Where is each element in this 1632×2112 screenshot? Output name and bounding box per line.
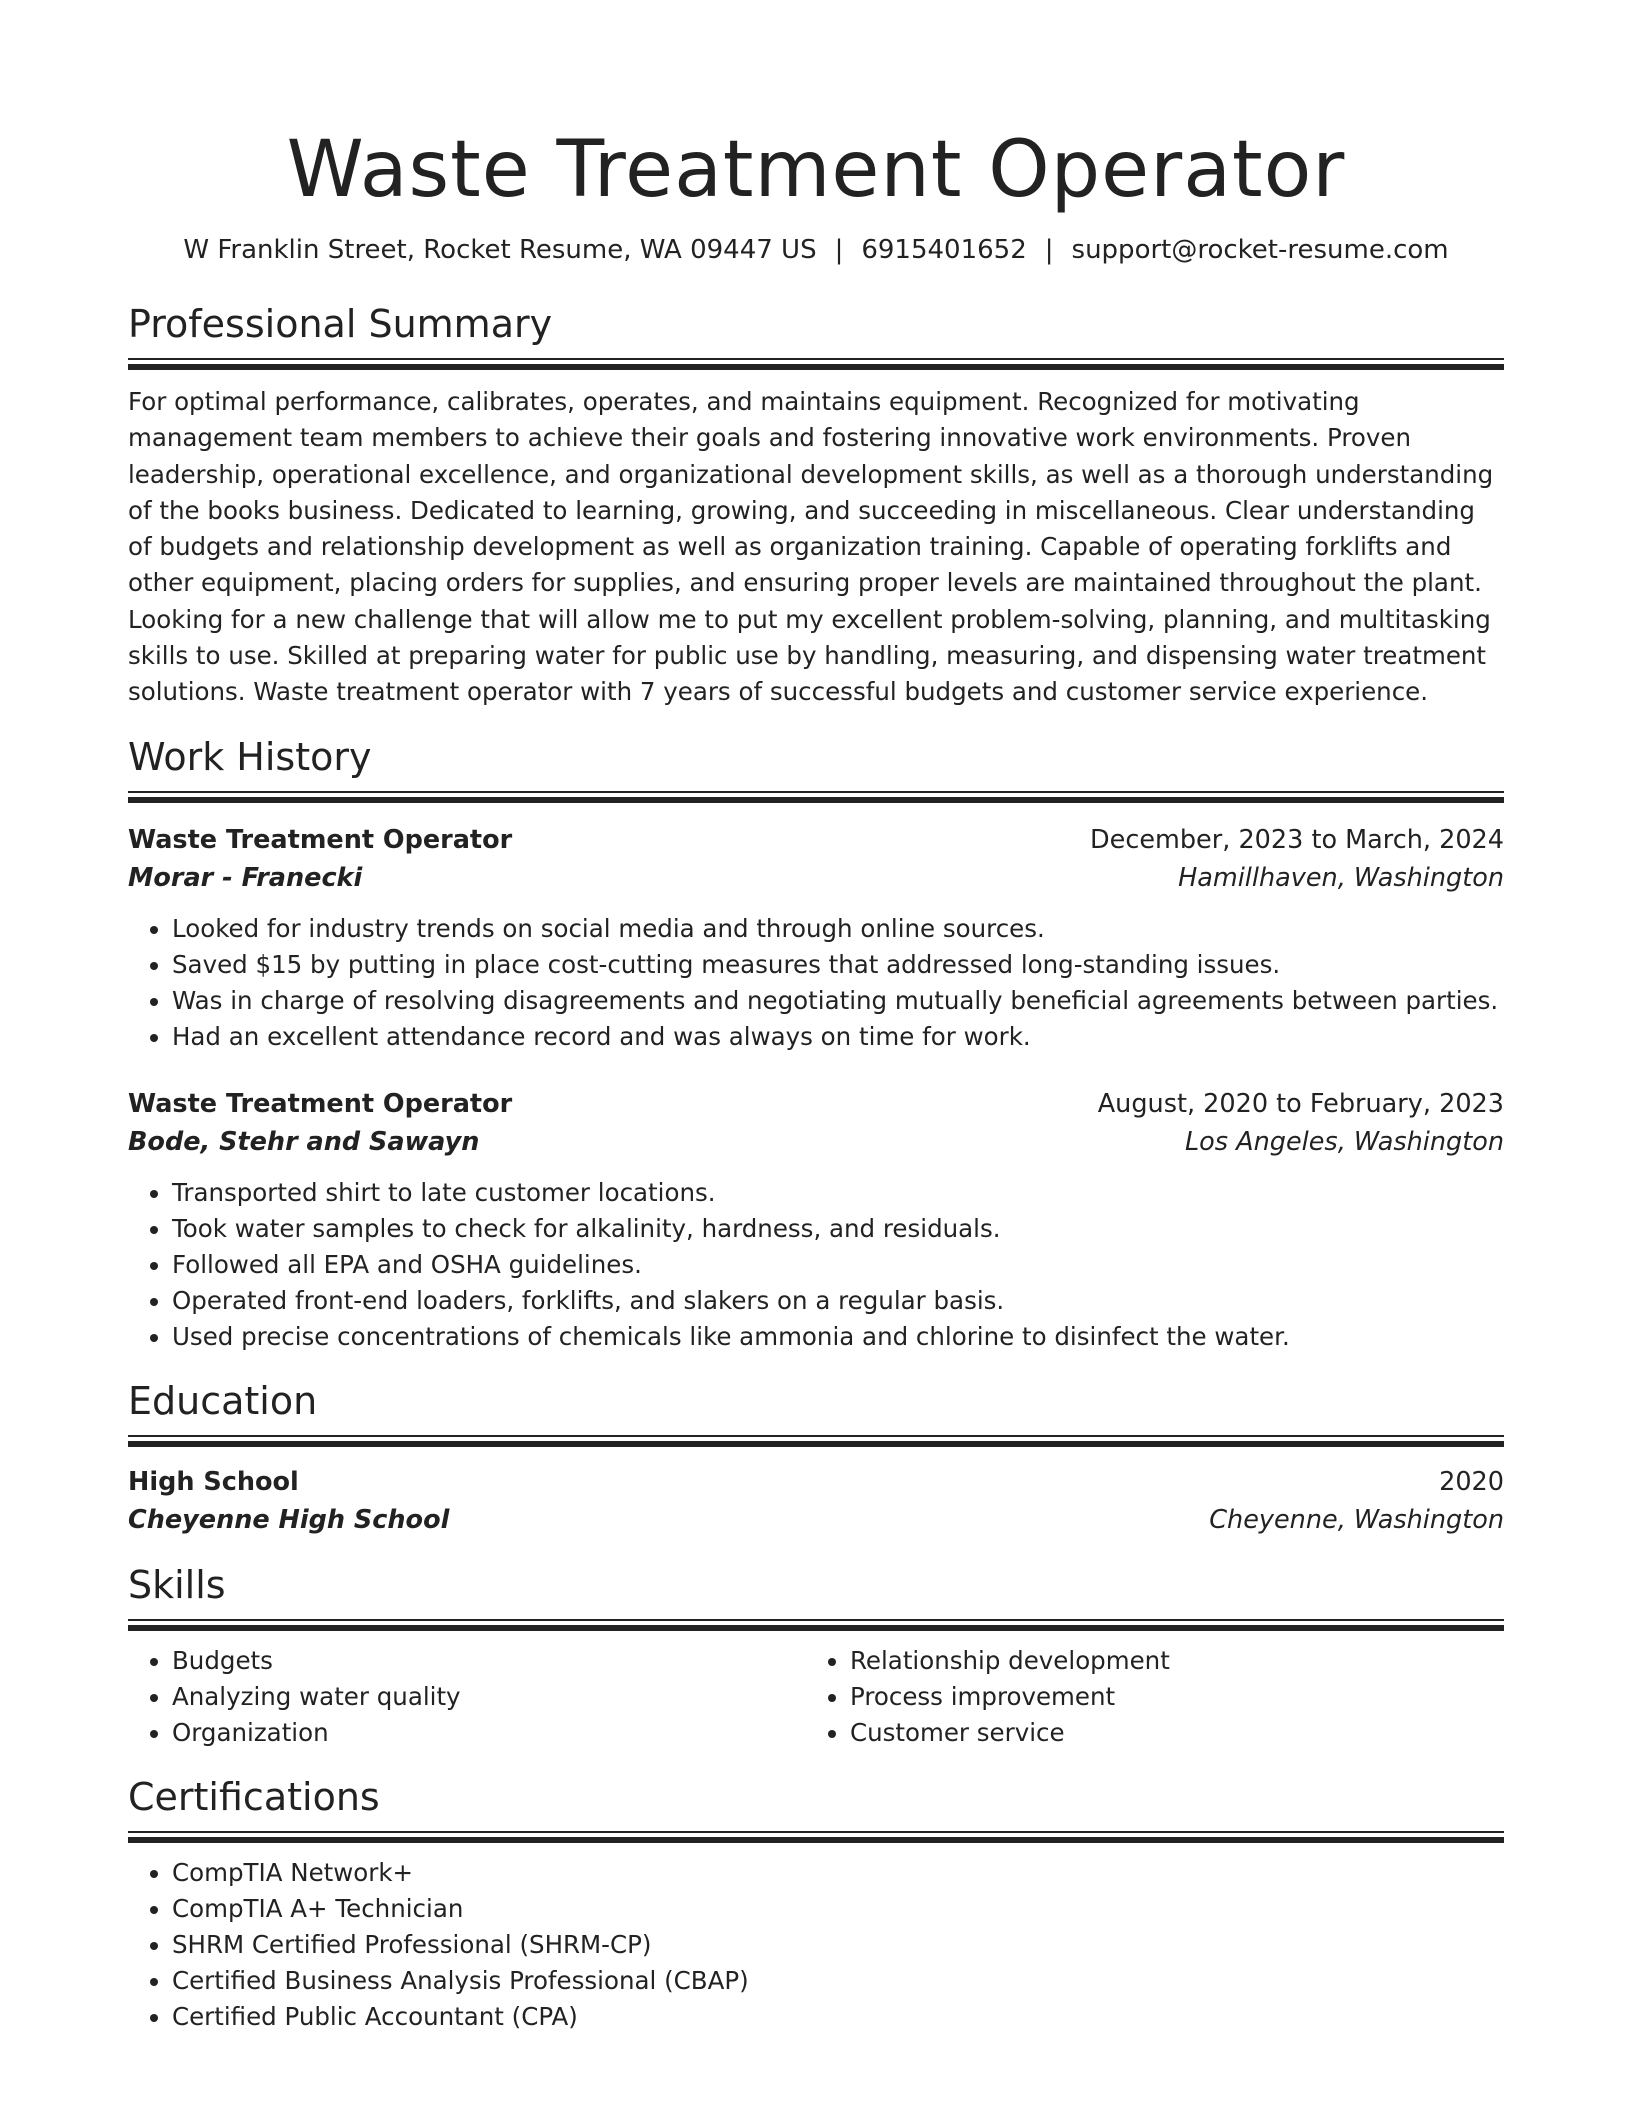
job-header-row [128,1085,1504,1123]
job-company-row [128,1123,1504,1161]
list-item: • Followed all EPA and OSHA guidelines. [172,1247,1504,1283]
section-title: Certifications [128,1774,380,1819]
list-item: • Used precise concentrations of chemicals like ammonia and chlorine to disinfect the water. [172,1319,1504,1355]
skills-list-left [128,1643,806,1751]
education-header-row [128,1463,1504,1501]
summary-text: For optimal performance, calibrates, operates, and maintains equipment. Recognized for motivating management team members to achieve their goals and fostering innovative work environments. Proven leadership, operational excellence, and organizational development skills, as well as a thorough understanding of the books business. Dedicated to learning, growing, and succeeding in miscellaneous. Clear understanding of budgets and relationship development as well as organization training. Capable of operating forklifts and other equipment, placing orders for supplies, and ensuring proper levels are maintained throughout the plant. Looking for a new challenge that will allow me to put my excellent problem-solving, planning, and multitasking skills to use. Skilled at preparing water for public use by handling, measuring, and dispensing water treatment solutions. Waste treatment operator with 7 years of successful budgets and customer service experience. [128,387,1494,707]
section-title: Skills [128,1562,226,1607]
skills-section [128,1561,1504,1751]
education-year: 2020 [1439,1466,1504,1497]
skills-list-right [806,1643,1484,1751]
list-item: • Organization [172,1715,806,1751]
list-item: • SHRM Certified Professional (SHRM-CP) [172,1927,1504,1963]
list-item: • Operated front-end loaders, forklifts, and slakers on a regular basis. [172,1283,1504,1319]
job-title: Waste Treatment Operator [128,824,513,855]
education-location: Cheyenne, Washington [1209,1504,1504,1535]
resume-page [128,0,1504,2035]
job-dates: December, 2023 to March, 2024 [1090,824,1504,855]
list-item: • Budgets [172,1643,806,1679]
education-degree: High School [128,1466,299,1497]
list-item: • Saved $15 by putting in place cost-cutting measures that addressed long-standing issues. [172,947,1504,983]
contact-separator: | [834,235,844,265]
certifications-section [128,1773,1504,2035]
section-divider [128,1435,1504,1447]
list-item: • Analyzing water quality [172,1679,806,1715]
section-divider [128,1831,1504,1843]
section-title: Education [128,1378,318,1423]
section-divider [128,791,1504,803]
list-item: • Took water samples to check for alkalinity, hardness, and residuals. [172,1211,1504,1247]
list-item: • Certified Business Analysis Professional (CBAP) [172,1963,1504,1999]
skills-columns [128,1643,1504,1751]
contact-address: W Franklin Street, Rocket Resume, WA 09447 US [183,235,817,265]
list-item: • Certified Public Accountant (CPA) [172,1999,1504,2035]
list-item: • Relationship development [850,1643,1484,1679]
list-item: • Looked for industry trends on social media and through online sources. [172,911,1504,947]
list-item: • Process improvement [850,1679,1484,1715]
certifications-list [128,1855,1504,2035]
job-dates: August, 2020 to February, 2023 [1097,1088,1504,1119]
section-title: Professional Summary [128,302,553,346]
job-company-row [128,859,1504,897]
job-bullets [128,1175,1504,1355]
education-school: Cheyenne High School [128,1504,450,1535]
job-location: Los Angeles, Washington [1184,1126,1504,1157]
list-item: • CompTIA A+ Technician [172,1891,1504,1927]
work-history-section [128,733,1504,1355]
list-item: • Customer service [850,1715,1484,1751]
contact-line [128,232,1504,268]
summary-section [128,300,1504,711]
education-section [128,1377,1504,1539]
job-bullets [128,911,1504,1055]
contact-email: support@rocket-resume.com [1071,235,1449,265]
list-item: • CompTIA Network+ [172,1855,1504,1891]
job-company: Morar - Franecki [128,862,363,893]
job-entry [128,1085,1504,1355]
section-divider [128,1619,1504,1631]
job-title: Waste Treatment Operator [128,1088,513,1119]
section-title: Work History [128,734,372,779]
page-title: Waste Treatment Operator [286,125,1346,215]
job-company: Bode, Stehr and Sawayn [128,1126,480,1157]
job-entry [128,821,1504,1055]
education-school-row [128,1501,1504,1539]
list-item: • Was in charge of resolving disagreements and negotiating mutually beneficial agreements between parties. [172,983,1504,1019]
list-item: • Transported shirt to late customer locations. [172,1175,1504,1211]
job-location: Hamillhaven, Washington [1178,862,1504,893]
education-entry [128,1463,1504,1539]
section-divider [128,358,1504,370]
list-item: • Had an excellent attendance record and was always on time for work. [172,1019,1504,1055]
contact-separator: | [1044,235,1054,265]
job-header-row [128,821,1504,859]
contact-phone: 6915401652 [861,235,1027,265]
